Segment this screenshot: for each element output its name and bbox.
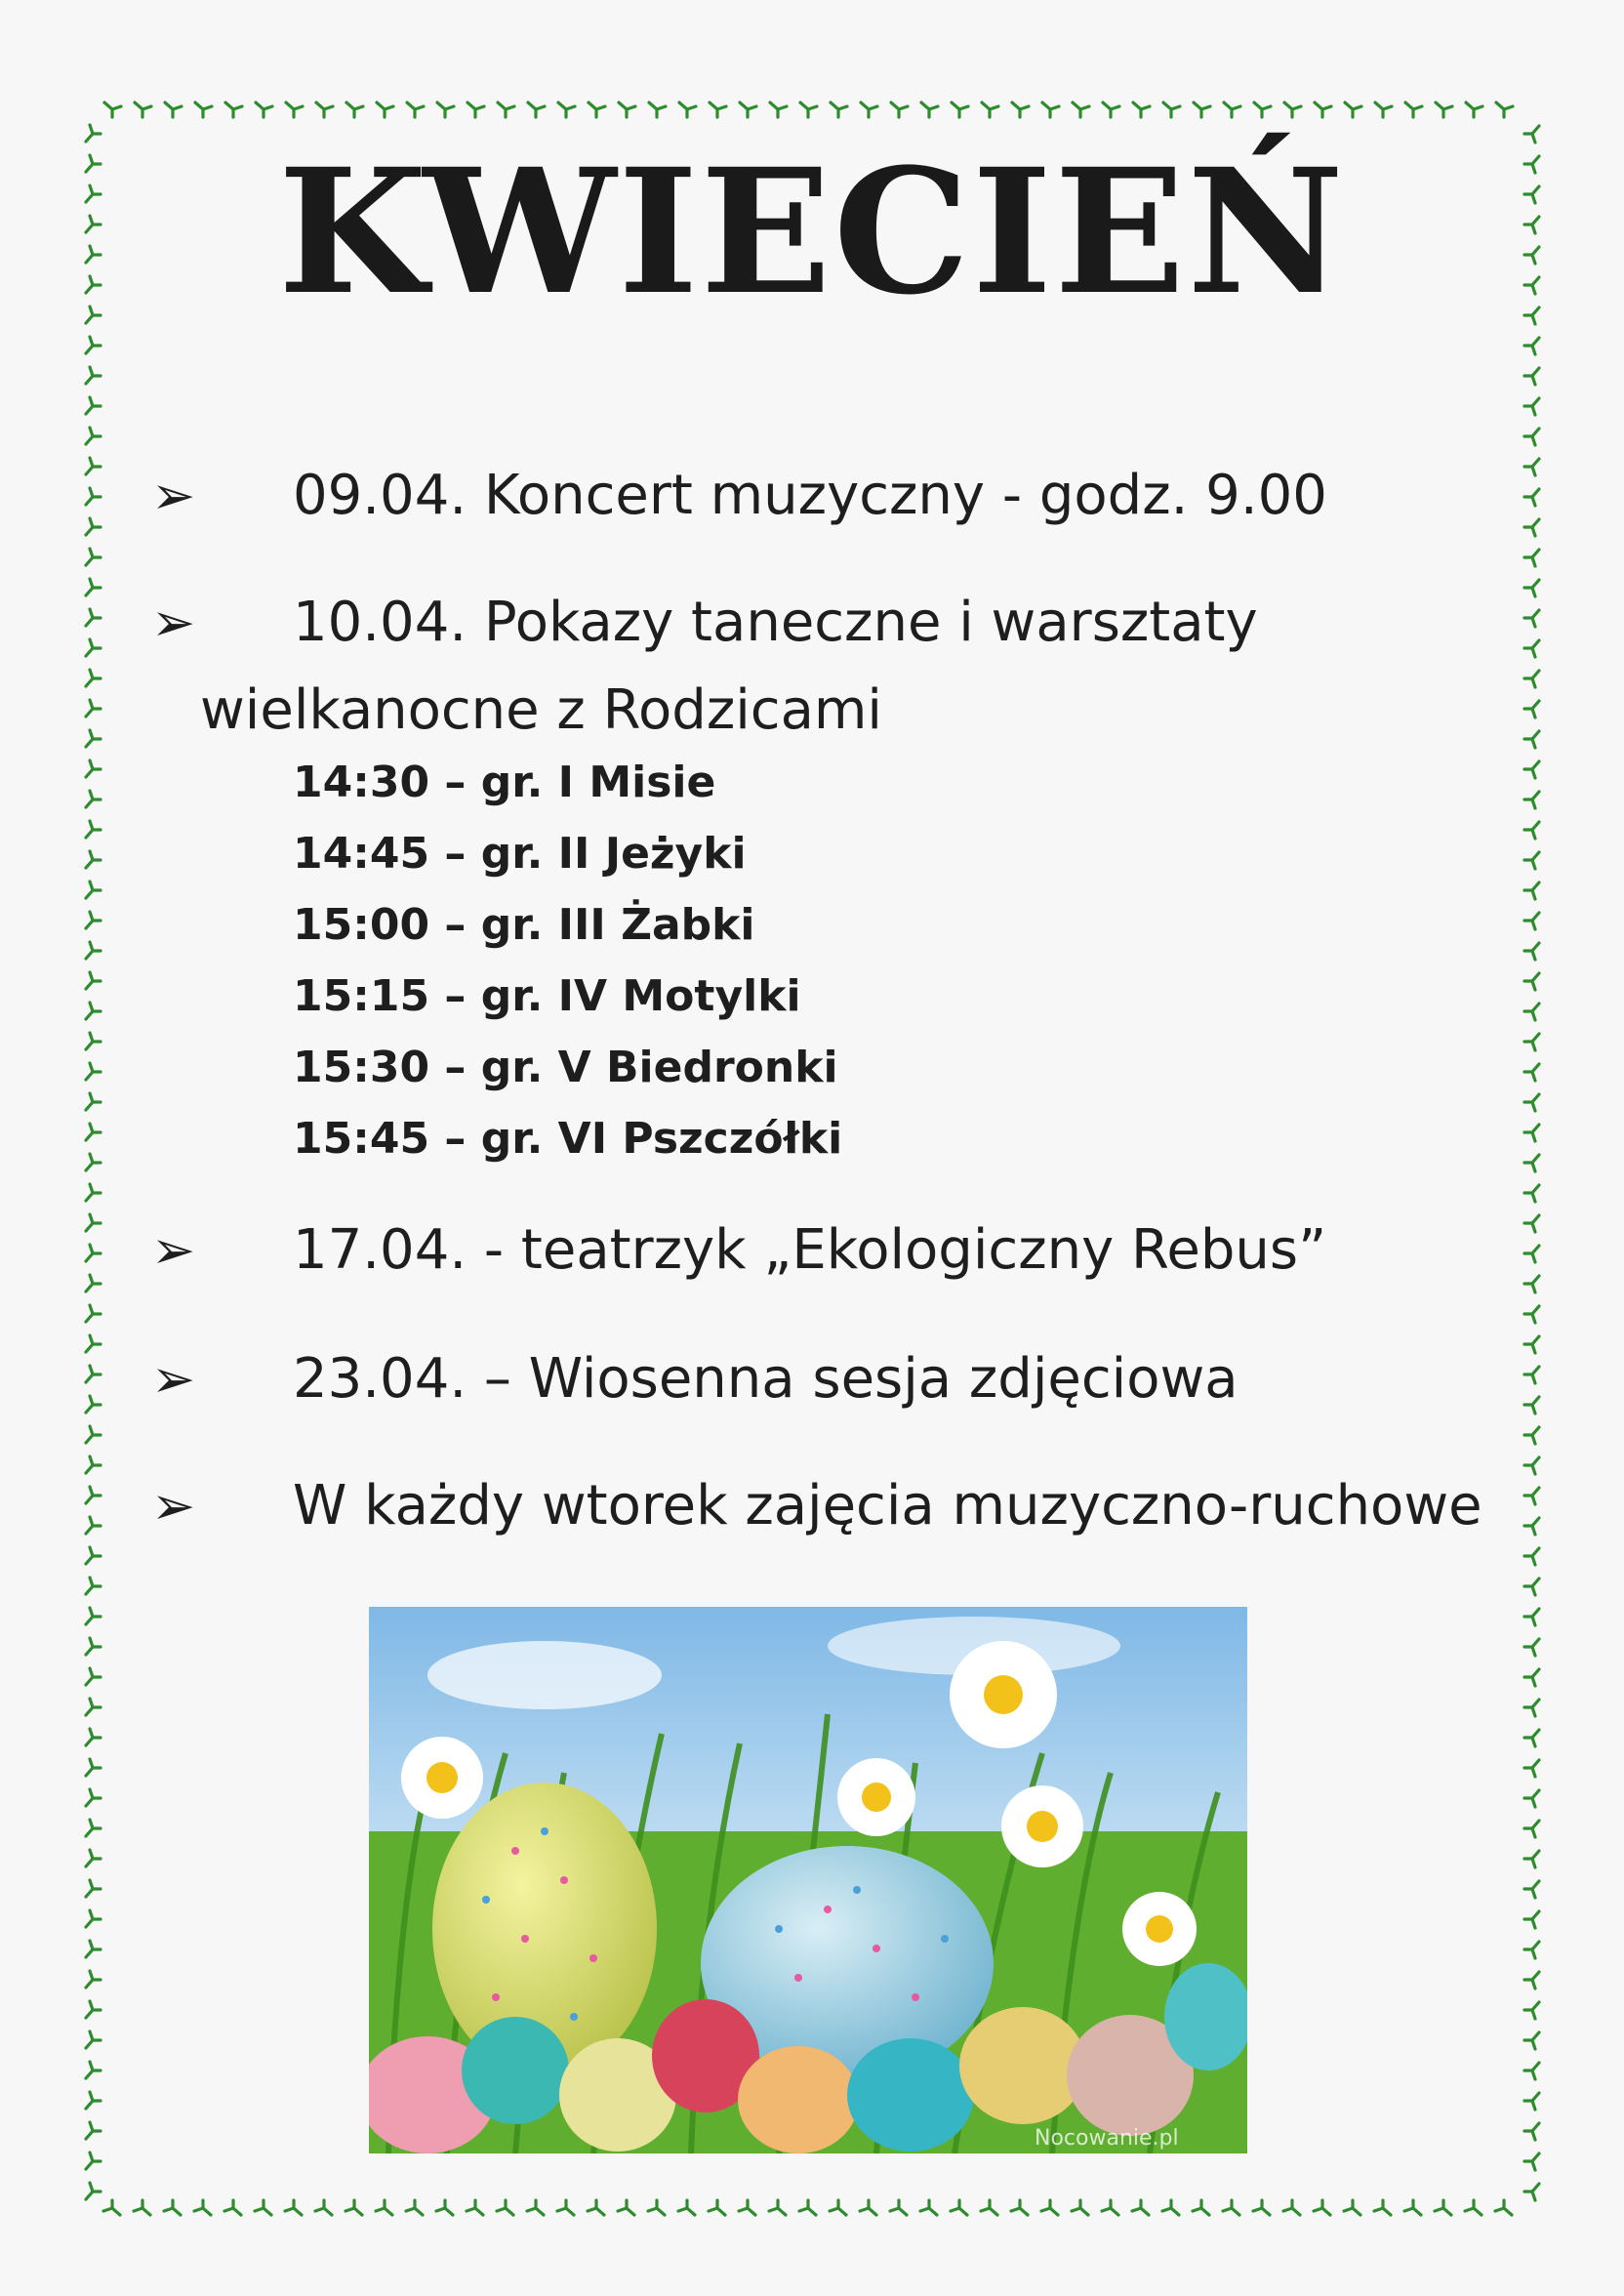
leaf-icon bbox=[225, 102, 242, 117]
leaf-icon bbox=[1524, 1881, 1539, 1898]
leaf-icon bbox=[86, 1335, 101, 1352]
leaf-icon bbox=[861, 102, 877, 117]
schedule-line: 15:45 – gr. VI Pszczółki bbox=[293, 1114, 843, 1164]
leaf-icon bbox=[1315, 102, 1331, 117]
event-text: 10.04. Pokazy taneczne i warsztaty bbox=[293, 591, 1258, 654]
leaf-icon bbox=[103, 2200, 120, 2215]
leaf-icon bbox=[1524, 731, 1539, 748]
arrow-bullet-icon: ➢ bbox=[151, 1475, 196, 1537]
schedule-line: 15:30 – gr. V Biedronki bbox=[293, 1043, 838, 1092]
leaf-icon bbox=[1524, 1700, 1539, 1716]
leaf-icon bbox=[406, 2200, 423, 2215]
leaf-icon bbox=[1435, 2200, 1451, 2215]
leaf-icon bbox=[739, 2200, 755, 2215]
leaf-icon bbox=[86, 2183, 101, 2199]
leaf-icon bbox=[86, 1971, 101, 1988]
leaf-icon bbox=[891, 102, 908, 117]
leaf-icon bbox=[1375, 102, 1392, 117]
leaf-icon bbox=[1524, 1488, 1539, 1504]
leaf-icon bbox=[436, 2200, 453, 2215]
leaf-icon bbox=[86, 1245, 101, 1261]
leaf-icon bbox=[1524, 1064, 1539, 1081]
leaf-icon bbox=[86, 1699, 101, 1715]
leaf-icon bbox=[1073, 102, 1089, 117]
leaf-icon bbox=[1524, 973, 1539, 990]
leaf-icon bbox=[1224, 102, 1240, 117]
leaf-icon bbox=[1284, 102, 1301, 117]
leaf-icon bbox=[951, 2200, 967, 2215]
event-text: 17.04. - teatrzyk „Ekologiczny Rebus” bbox=[293, 1218, 1327, 1282]
leaf-icon bbox=[1524, 1094, 1539, 1111]
leaf-icon bbox=[86, 1033, 101, 1049]
leaf-icon bbox=[86, 337, 101, 353]
leaf-icon bbox=[1524, 1004, 1539, 1020]
leaf-icon bbox=[134, 2200, 150, 2215]
leaf-icon bbox=[1524, 671, 1539, 687]
leaf-icon bbox=[86, 2092, 101, 2109]
leaf-icon bbox=[86, 1487, 101, 1503]
arrow-bullet-icon: ➢ bbox=[151, 592, 196, 653]
leaf-icon bbox=[1524, 126, 1539, 143]
leaf-icon bbox=[1524, 1246, 1539, 1262]
leaf-icon bbox=[224, 2200, 241, 2215]
leaf-icon bbox=[1524, 368, 1539, 385]
leaf-icon bbox=[557, 2200, 574, 2215]
leaf-icon bbox=[1103, 102, 1119, 117]
leaf-icon bbox=[86, 125, 101, 142]
leaf-icon bbox=[1011, 2200, 1028, 2215]
schedule-line: 14:45 – gr. II Jeżyki bbox=[293, 829, 747, 879]
leaf-icon bbox=[86, 1608, 101, 1624]
leaf-icon bbox=[86, 1547, 101, 1564]
leaf-icon bbox=[86, 1396, 101, 1413]
leaf-icon bbox=[1524, 1155, 1539, 1171]
leaf-icon bbox=[1042, 102, 1059, 117]
leaf-icon bbox=[1524, 640, 1539, 657]
leaf-icon bbox=[982, 102, 998, 117]
leaf-icon bbox=[86, 1184, 101, 1201]
leaf-icon bbox=[86, 1275, 101, 1292]
leaf-icon bbox=[1524, 1548, 1539, 1565]
leaf-icon bbox=[920, 2200, 937, 2215]
leaf-icon bbox=[588, 2200, 604, 2215]
leaf-icon bbox=[618, 2200, 634, 2215]
leaf-icon bbox=[1524, 1397, 1539, 1414]
leaf-icon bbox=[1524, 1639, 1539, 1656]
easter-eggs-image bbox=[369, 1607, 1247, 2153]
leaf-icon bbox=[86, 1154, 101, 1170]
leaf-icon bbox=[1524, 1125, 1539, 1141]
leaf-icon bbox=[376, 2200, 392, 2215]
leaf-icon bbox=[86, 791, 101, 807]
leaf-icon bbox=[104, 102, 121, 117]
leaf-icon bbox=[1254, 102, 1271, 117]
leaf-icon bbox=[437, 102, 454, 117]
leaf-icon bbox=[86, 1789, 101, 1806]
leaf-icon bbox=[286, 102, 303, 117]
leaf-icon bbox=[1524, 2184, 1539, 2200]
leaf-icon bbox=[256, 102, 272, 117]
leaf-icon bbox=[346, 102, 363, 117]
leaf-icon bbox=[86, 1578, 101, 1594]
leaf-icon bbox=[1524, 943, 1539, 960]
leaf-icon bbox=[649, 102, 666, 117]
leaf-icon bbox=[769, 2200, 786, 2215]
leaf-icon bbox=[86, 1063, 101, 1080]
leaf-icon bbox=[86, 1910, 101, 1927]
leaf-icon bbox=[1345, 102, 1361, 117]
leaf-icon bbox=[648, 2200, 665, 2215]
leaf-icon bbox=[709, 2200, 725, 2215]
leaf-icon bbox=[1524, 1730, 1539, 1746]
leaf-icon bbox=[1524, 1972, 1539, 1988]
leaf-icon bbox=[86, 851, 101, 868]
leaf-icon bbox=[86, 1880, 101, 1897]
leaf-icon bbox=[86, 488, 101, 505]
leaf-icon bbox=[86, 1366, 101, 1382]
leaf-icon bbox=[86, 1668, 101, 1685]
leaf-icon bbox=[1163, 102, 1180, 117]
leaf-icon bbox=[1524, 822, 1539, 839]
leaf-icon bbox=[1405, 102, 1422, 117]
leaf-icon bbox=[981, 2200, 997, 2215]
leaf-icon bbox=[1524, 519, 1539, 536]
event-item bbox=[151, 591, 1258, 654]
leaf-icon bbox=[407, 102, 424, 117]
leaf-icon bbox=[1524, 852, 1539, 869]
schedule-line: 14:30 – gr. I Misie bbox=[293, 758, 716, 807]
leaf-icon bbox=[86, 882, 101, 898]
leaf-icon bbox=[165, 102, 182, 117]
leaf-icon bbox=[86, 730, 101, 747]
leaf-icon bbox=[1524, 398, 1539, 415]
leaf-icon bbox=[1524, 610, 1539, 627]
event-text: W każdy wtorek zajęcia muzyczno-ruchowe bbox=[293, 1474, 1482, 1538]
leaf-icon bbox=[1524, 459, 1539, 475]
leaf-icon bbox=[589, 102, 605, 117]
page-title: KWIECIEŃ bbox=[277, 131, 1347, 333]
leaf-icon bbox=[86, 1729, 101, 1745]
leaf-icon bbox=[890, 2200, 907, 2215]
leaf-icon bbox=[86, 458, 101, 474]
leaf-icon bbox=[86, 1305, 101, 1322]
schedule-line: 15:15 – gr. IV Motylki bbox=[293, 971, 801, 1021]
leaf-icon bbox=[1404, 2200, 1421, 2215]
leaf-icon bbox=[1314, 2200, 1330, 2215]
leaf-icon bbox=[1524, 2002, 1539, 2019]
leaf-icon bbox=[86, 2062, 101, 2078]
leaf-icon bbox=[316, 102, 333, 117]
leaf-icon bbox=[377, 102, 393, 117]
leaf-icon bbox=[1524, 1911, 1539, 1928]
leaf-icon bbox=[1524, 1427, 1539, 1444]
leaf-icon bbox=[86, 1820, 101, 1836]
leaf-icon bbox=[1162, 2200, 1179, 2215]
leaf-icon bbox=[558, 102, 575, 117]
leaf-icon bbox=[1524, 882, 1539, 899]
leaf-icon bbox=[467, 102, 484, 117]
leaf-icon bbox=[86, 1214, 101, 1231]
leaf-icon bbox=[498, 102, 514, 117]
leaf-icon bbox=[1524, 1609, 1539, 1625]
leaf-icon bbox=[799, 2200, 816, 2215]
leaf-icon bbox=[1524, 2153, 1539, 2170]
leaf-icon bbox=[86, 2031, 101, 2048]
leaf-icon bbox=[195, 102, 212, 117]
leaf-icon bbox=[1524, 1851, 1539, 1867]
leaf-icon bbox=[86, 1093, 101, 1110]
leaf-icon bbox=[830, 2200, 846, 2215]
event-item bbox=[151, 1474, 1482, 1538]
event-item bbox=[151, 1347, 1238, 1411]
arrow-bullet-icon: ➢ bbox=[151, 465, 196, 526]
leaf-icon bbox=[86, 821, 101, 838]
leaf-icon bbox=[1524, 2063, 1539, 2079]
leaf-icon bbox=[1524, 1760, 1539, 1777]
leaf-icon bbox=[86, 1638, 101, 1655]
event-text: 23.04. – Wiosenna sesja zdjęciowa bbox=[293, 1347, 1238, 1411]
leaf-icon bbox=[528, 102, 545, 117]
leaf-icon bbox=[800, 102, 817, 117]
leaf-icon bbox=[1524, 429, 1539, 445]
leaf-icon bbox=[1524, 913, 1539, 929]
arrow-bullet-icon: ➢ bbox=[151, 1219, 196, 1281]
leaf-icon bbox=[1465, 2200, 1482, 2215]
leaf-icon bbox=[1524, 701, 1539, 718]
leaf-icon bbox=[1495, 2200, 1512, 2215]
leaf-icon bbox=[86, 760, 101, 777]
leaf-icon bbox=[1524, 2032, 1539, 2049]
leaf-icon bbox=[1466, 102, 1482, 117]
leaf-icon bbox=[1344, 2200, 1360, 2215]
leaf-icon bbox=[1524, 2123, 1539, 2140]
leaf-icon bbox=[1524, 1518, 1539, 1535]
leaf-icon bbox=[194, 2200, 211, 2215]
event-item bbox=[151, 1218, 1327, 1282]
image-watermark: Nocowanie.pl bbox=[1035, 2126, 1179, 2151]
leaf-icon bbox=[1524, 1669, 1539, 1686]
leaf-icon bbox=[1283, 2200, 1300, 2215]
leaf-icon bbox=[1524, 1790, 1539, 1807]
leaf-icon bbox=[1524, 580, 1539, 596]
leaf-icon bbox=[1524, 1336, 1539, 1353]
leaf-icon bbox=[1524, 1276, 1539, 1292]
leaf-icon bbox=[1524, 792, 1539, 808]
leaf-icon bbox=[1524, 2093, 1539, 2110]
leaf-icon bbox=[1194, 102, 1210, 117]
leaf-icon bbox=[527, 2200, 544, 2215]
leaf-icon bbox=[86, 1517, 101, 1534]
leaf-icon bbox=[86, 579, 101, 595]
leaf-icon bbox=[86, 397, 101, 414]
leaf-icon bbox=[1524, 1578, 1539, 1595]
leaf-icon bbox=[86, 670, 101, 686]
leaf-icon bbox=[1524, 1821, 1539, 1837]
leaf-icon bbox=[679, 102, 696, 117]
leaf-icon bbox=[678, 2200, 695, 2215]
leaf-icon bbox=[1524, 1942, 1539, 1958]
leaf-icon bbox=[1102, 2200, 1118, 2215]
leaf-icon bbox=[86, 639, 101, 656]
leaf-icon bbox=[86, 428, 101, 444]
leaf-icon bbox=[86, 549, 101, 565]
leaf-icon bbox=[1496, 102, 1513, 117]
leaf-icon bbox=[255, 2200, 271, 2215]
leaf-icon bbox=[860, 2200, 876, 2215]
leaf-icon bbox=[86, 2122, 101, 2139]
leaf-icon bbox=[345, 2200, 362, 2215]
leaf-icon bbox=[86, 700, 101, 717]
leaf-icon bbox=[1524, 761, 1539, 778]
leaf-icon bbox=[497, 2200, 513, 2215]
leaf-icon bbox=[921, 102, 938, 117]
schedule-line: 15:00 – gr. III Żabki bbox=[293, 900, 755, 950]
leaf-icon bbox=[86, 1941, 101, 1957]
leaf-icon bbox=[86, 1456, 101, 1473]
leaf-icon bbox=[86, 1003, 101, 1019]
arrow-bullet-icon: ➢ bbox=[151, 1348, 196, 1410]
leaf-icon bbox=[86, 2001, 101, 2018]
leaf-icon bbox=[1524, 1306, 1539, 1323]
event-continuation: wielkanocne z Rodzicami bbox=[200, 678, 882, 742]
leaf-icon bbox=[135, 102, 151, 117]
leaf-icon bbox=[710, 102, 726, 117]
leaf-icon bbox=[285, 2200, 302, 2215]
leaf-icon bbox=[1041, 2200, 1058, 2215]
leaf-icon bbox=[1133, 102, 1150, 117]
leaf-icon bbox=[86, 2152, 101, 2169]
leaf-icon bbox=[86, 1759, 101, 1776]
leaf-icon bbox=[315, 2200, 332, 2215]
leaf-icon bbox=[1524, 1034, 1539, 1050]
leaf-icon bbox=[1524, 489, 1539, 506]
leaf-icon bbox=[86, 942, 101, 959]
leaf-icon bbox=[86, 609, 101, 626]
leaf-icon bbox=[1524, 550, 1539, 566]
leaf-icon bbox=[1072, 2200, 1088, 2215]
leaf-icon bbox=[86, 1850, 101, 1866]
leaf-icon bbox=[1012, 102, 1029, 117]
leaf-icon bbox=[86, 972, 101, 989]
leaf-icon bbox=[1524, 1367, 1539, 1383]
leaf-icon bbox=[1193, 2200, 1209, 2215]
leaf-icon bbox=[770, 102, 787, 117]
leaf-icon bbox=[1253, 2200, 1270, 2215]
leaf-icon bbox=[1223, 2200, 1239, 2215]
leaf-icon bbox=[86, 518, 101, 535]
leaf-icon bbox=[1524, 1457, 1539, 1474]
leaf-icon bbox=[86, 1426, 101, 1443]
leaf-icon bbox=[86, 1124, 101, 1140]
leaf-icon bbox=[1374, 2200, 1391, 2215]
leaf-icon bbox=[1524, 1215, 1539, 1232]
leaf-icon bbox=[1524, 1185, 1539, 1202]
event-text: 09.04. Koncert muzyczny - godz. 9.00 bbox=[293, 464, 1327, 527]
leaf-icon bbox=[831, 102, 847, 117]
leaf-icon bbox=[86, 367, 101, 384]
leaf-icon bbox=[467, 2200, 483, 2215]
leaf-icon bbox=[952, 102, 968, 117]
leaf-icon bbox=[1132, 2200, 1149, 2215]
leaf-icon bbox=[619, 102, 635, 117]
leaf-icon bbox=[1524, 338, 1539, 354]
event-item bbox=[151, 464, 1327, 527]
leaf-icon bbox=[86, 912, 101, 928]
leaf-icon bbox=[164, 2200, 181, 2215]
leaf-icon bbox=[740, 102, 756, 117]
leaf-icon bbox=[1436, 102, 1452, 117]
